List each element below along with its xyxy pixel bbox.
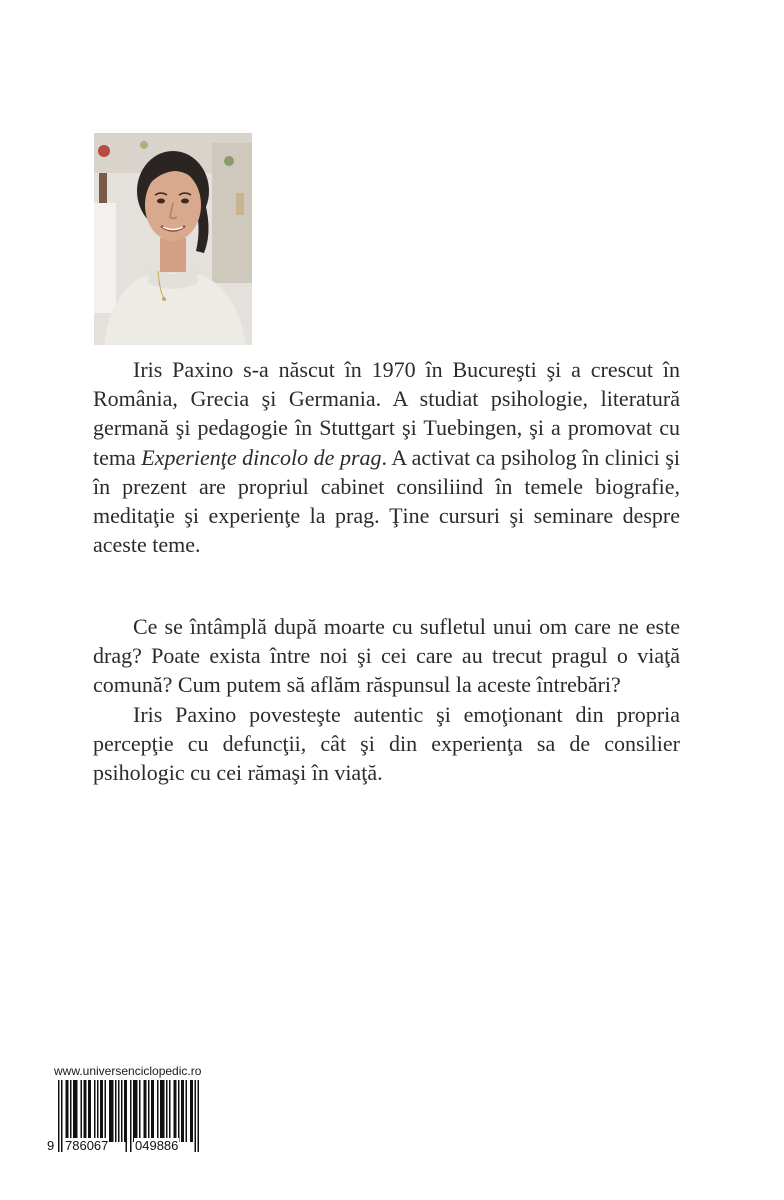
barcode-bar: [81, 1080, 83, 1142]
isbn-digits-right: 049886: [135, 1138, 179, 1153]
barcode-bar: [139, 1080, 141, 1142]
barcode-bar: [145, 1080, 147, 1142]
barcode-bar: [136, 1080, 138, 1142]
barcode-bar: [144, 1080, 146, 1142]
barcode-bar: [135, 1080, 137, 1142]
barcode-bar: [100, 1080, 102, 1142]
barcode-bar: [148, 1080, 150, 1142]
isbn-digit-first: 9: [47, 1138, 55, 1153]
barcode-bar: [118, 1080, 120, 1142]
barcode-bar: [157, 1080, 159, 1142]
author-photo: [94, 133, 252, 345]
barcode-bar: [67, 1080, 69, 1142]
blurb-paragraph-2: Iris Paxino povesteşte autentic şi emoţionant din propria percepţie cu defuncţii, cât şi din experienţa sa de consilier psihologic cu cei rămaşi în viaţă.: [93, 701, 680, 786]
barcode-bar: [76, 1080, 78, 1142]
barcode-bar: [190, 1080, 192, 1142]
barcode-bar: [133, 1080, 135, 1142]
book-blurb: [93, 612, 680, 787]
barcode-bar: [105, 1080, 107, 1142]
barcode-bar: [124, 1080, 126, 1142]
barcode-bar: [94, 1080, 96, 1142]
barcode-bar: [115, 1080, 117, 1142]
barcode-bar: [75, 1080, 77, 1142]
author-biography: [93, 355, 680, 559]
barcode-bar: [90, 1080, 92, 1142]
barcode-bar: [112, 1080, 114, 1142]
blurb-paragraph-1: Ce se întâmplă după moarte cu sufletul unui om care ne este drag? Poate exista între noi şi cei care au trecut pragul o viaţă comună? Cum putem să aflăm răspunsul la aceste întrebări?: [93, 614, 680, 698]
barcode-bar: [85, 1080, 87, 1142]
barcode-bar: [183, 1080, 185, 1142]
biography-paragraph: [93, 355, 680, 559]
barcode-bar: [66, 1080, 68, 1142]
barcode-bar: [111, 1080, 113, 1142]
barcode-bar: [175, 1080, 177, 1142]
barcode-bar: [169, 1080, 171, 1142]
barcode-bar: [163, 1080, 165, 1142]
biography-text-part2: . A activat ca psiholog în clinici şi în prezent are propriul cabinet consiliind în temele biografie, meditaţie şi experienţe la prag. Ţine cursuri şi seminare despre aceste teme.: [93, 444, 680, 558]
thesis-title: Experienţe dincolo de prag: [141, 444, 382, 470]
author-portrait-image: [94, 133, 252, 345]
barcode-bar: [84, 1080, 86, 1142]
barcode-bar: [97, 1080, 99, 1142]
barcode-bar: [153, 1080, 155, 1142]
barcode-bar: [121, 1080, 123, 1142]
barcode-bar: [162, 1080, 164, 1142]
barcode-bar: [160, 1080, 162, 1142]
barcode-bar: [70, 1080, 72, 1142]
barcode-bar: [181, 1080, 183, 1142]
isbn-digits-left: 786067: [65, 1138, 109, 1153]
isbn-digits: [46, 1138, 202, 1198]
barcode-bar: [151, 1080, 153, 1142]
barcode-bar: [166, 1080, 168, 1142]
biography-text-part1: Iris Paxino s-a născut în 1970 în Bucureşti şi a crescut în România, Grecia şi Germania. A studiat psihologie, literatură germană şi pedagogie în Stuttgart şi Tuebingen, şi a promovat cu tema: [93, 357, 680, 470]
barcode-bar: [102, 1080, 104, 1142]
barcode-bar: [178, 1080, 180, 1142]
barcode-bar: [192, 1080, 194, 1142]
barcode-bar: [88, 1080, 90, 1142]
barcode-bar: [73, 1080, 75, 1142]
publisher-website: www.universenciclopedic.ro: [54, 1064, 202, 1078]
barcode-bar: [174, 1080, 176, 1142]
barcode-bar: [109, 1080, 111, 1142]
barcode-bar: [186, 1080, 188, 1142]
